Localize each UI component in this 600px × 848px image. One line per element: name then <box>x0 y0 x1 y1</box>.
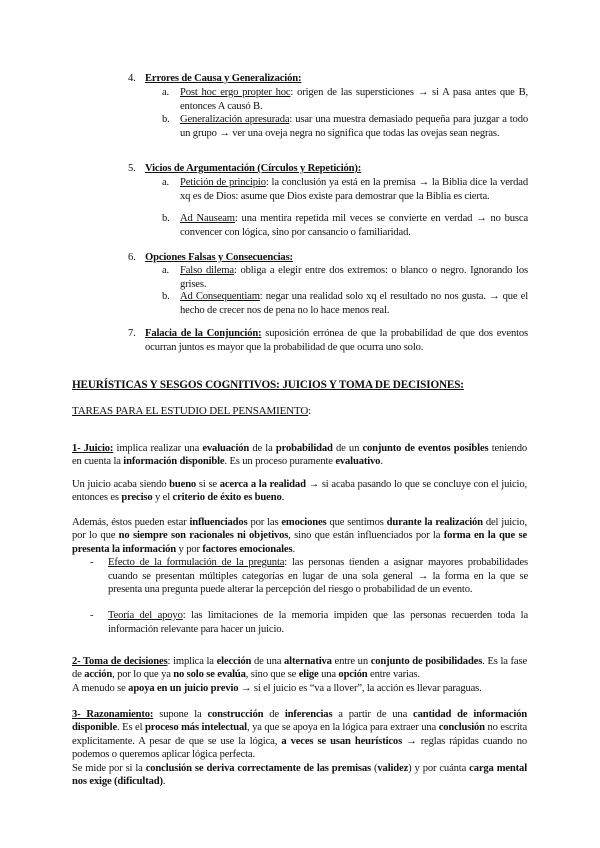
fallacy-title: Opciones Falsas y Consecuencias: <box>145 252 293 263</box>
item-text: : origen de las supersticiones → si A pasa antes que B, entonces A causó B. <box>180 87 528 112</box>
bullet-dash: - <box>90 557 94 568</box>
razonamiento-label: 3- Razonamiento: <box>72 708 154 720</box>
bold-run: evaluación <box>202 442 250 454</box>
item-term: Post hoc ergo propter hoc <box>180 87 291 98</box>
bold-run: validez <box>377 762 409 774</box>
text-run: y el <box>152 492 173 504</box>
bold-run: emociones <box>281 516 327 528</box>
bold-run: bueno <box>169 478 197 490</box>
bold-run: opción <box>338 669 368 681</box>
item-text: : la conclusión ya está en la premisa → la Biblia dice la verdad xq es de Dios: asume que Dios existe para demostrar que la Biblia es cierta. <box>180 177 528 202</box>
text-run: una <box>318 669 339 681</box>
text-run: . <box>292 543 295 555</box>
text-run: . <box>162 776 166 788</box>
text-run: Se mide por si la <box>72 762 146 774</box>
text-run: supone la <box>153 708 208 720</box>
item-letter: a. <box>162 87 170 98</box>
bold-run: no siempre son racionales ni objetivos <box>118 530 289 542</box>
bold-run: forma en la que se presenta la información <box>72 530 527 555</box>
bullet-term: Teoría del apoyo <box>108 610 183 621</box>
subtitle-text: TAREAS PARA EL ESTUDIO DEL PENSAMIENTO <box>72 405 309 417</box>
bold-run: carga mental nos exige (dificultad) <box>72 762 527 788</box>
bullet-text: : las personas tienden a asignar mayores probabilidades cuando se presentan múltiples categorías en lugar de una sola general → la forma en la que se presenta una pregunta puede alterar la percepción del riesgo o probabilidad de un evento. <box>108 557 528 596</box>
text-run: → si acaba pasando lo que se concluye con el juicio, entonces es <box>72 478 527 504</box>
bullet-term: Efecto de la formulación de la pregunta <box>108 557 285 568</box>
item-term: Ad Nauseam <box>180 213 235 224</box>
text-run: . Es un proceso puramente <box>224 456 336 468</box>
text-run: , por lo que ya <box>112 669 174 681</box>
razonamiento-paragraph <box>72 708 527 762</box>
text-run: teniendo en cuenta la <box>72 442 527 468</box>
decisiones-paragraph <box>72 655 527 682</box>
bold-run: factores emocionales <box>202 543 293 555</box>
bold-run: elección <box>216 655 252 667</box>
fallacy-title: Errores de Causa y Generalización: <box>145 73 302 84</box>
text-run: : implica la <box>167 655 217 667</box>
text-run: → si el juicio es “va a llover”, la acción es llevar paraguas. <box>238 682 482 694</box>
decisiones-label: 2- Toma de decisiones <box>72 655 168 667</box>
section-subtitle <box>72 405 527 419</box>
bold-run: acción <box>84 669 113 681</box>
fallacy-number: 4. <box>128 73 136 84</box>
fallacy-text: suposición errónea de que la probabilidad de que dos eventos ocurran juntos es mayor que la probabilidad de que ocurra uno solo. <box>145 328 529 353</box>
text-run: . <box>380 456 383 468</box>
bold-run: conclusión se deriva correctamente de las premisas <box>145 762 372 774</box>
text-run: no escrita explícitamente. A pesar de que se use la lógica, <box>72 722 528 747</box>
text-run: A menudo se <box>72 682 129 694</box>
bold-run: durante la realización <box>386 516 483 528</box>
text-run: de un <box>332 442 363 454</box>
text-run: implica realizar una <box>113 442 203 454</box>
bold-run: a veces se usan heurísticos <box>281 735 403 747</box>
fallacy-title: Vicios de Argumentación (Círculos y Repetición): <box>145 163 362 174</box>
text-run: y por <box>176 543 203 555</box>
bold-run: criterio de éxito es bueno <box>172 492 282 504</box>
text-run: de una <box>251 655 285 667</box>
item-term: Ad Consequentiam <box>180 291 260 302</box>
bold-run: proceso más intelectual <box>145 722 247 734</box>
text-run: Además, éstos pueden estar <box>72 516 190 528</box>
razonamiento-paragraph-2 <box>72 762 527 789</box>
text-run: . Es la fase de <box>72 655 527 681</box>
text-run: por las <box>247 516 282 528</box>
bold-run: evaluativo <box>335 456 381 468</box>
bold-run: cantidad de información disponible <box>72 708 527 734</box>
bullet-dash: - <box>90 610 94 621</box>
bold-run: construcción <box>207 708 264 720</box>
text-run: , sino que se <box>245 669 299 681</box>
juicio-paragraph <box>72 442 527 469</box>
bold-run: influenciados <box>189 516 248 528</box>
bold-run: probabilidad <box>275 442 333 454</box>
text-run: que sentimos <box>326 516 387 528</box>
text-run: Un juicio acaba siendo <box>72 478 170 490</box>
bold-run: conclusión <box>438 722 485 734</box>
item-letter: b. <box>162 114 170 125</box>
item-term: Generalización apresurada <box>180 114 290 125</box>
item-term: Falso dilema <box>180 265 234 276</box>
item-text: : usar una muestra demasiado pequeña para juzgar a todo un grupo → ver una oveja negra no significa que todas las ovejas sean negras. <box>180 114 529 139</box>
text-run: entre un <box>331 655 371 667</box>
bold-run: conjunto de posibilidades <box>370 655 483 667</box>
juicio-paragraph-3 <box>72 516 527 557</box>
item-term: Petición de principio <box>180 177 266 188</box>
bold-run: conjunto de eventos posibles <box>362 442 489 454</box>
text-run: . <box>281 492 285 504</box>
item-letter: b. <box>162 291 170 302</box>
text-run: a partir de una <box>332 708 414 720</box>
fallacy-number: 5. <box>128 163 136 174</box>
bold-run: no solo se evalúa <box>173 669 246 681</box>
item-letter: a. <box>162 177 170 188</box>
text-run: ( <box>371 762 378 774</box>
fallacy-number: 7. <box>128 328 136 339</box>
text-run: , sino que están influenciados por la <box>288 530 444 542</box>
text-run: ) y por cuánta <box>408 762 470 774</box>
bold-run: alternativa <box>284 655 332 667</box>
text-run: de <box>263 708 285 720</box>
bold-run: elige <box>298 669 319 681</box>
bullet-text: : las limitaciones de la memoria impiden que las personas recuerden toda la información relevante para hacer un juicio. <box>108 610 528 635</box>
subtitle-colon: : <box>308 405 312 417</box>
section-title: HEURÍSTICAS Y SESGOS COGNITIVOS: JUICIOS Y TOMA DE DECISIONES: <box>72 379 464 391</box>
text-run: → reglas rápidas cuando no podemos o queremos aplicar lógica perfecta. <box>72 735 527 761</box>
bold-run: apoya en un juicio previo <box>128 682 239 694</box>
item-letter: a. <box>162 265 170 276</box>
item-text: : negar una realidad solo xq el resultado no nos gusta. → que el hecho de crecer nos de pena no lo hace menos real. <box>180 291 528 316</box>
text-run: del juicio, por lo que <box>72 516 527 542</box>
bold-run: acerca a la realidad <box>219 478 306 490</box>
bold-run: inferencias <box>284 708 333 720</box>
fallacy-title: Falacia de la Conjunción: <box>145 328 262 339</box>
text-run: , ya que se apoya en la lógica para extraer una <box>246 722 439 734</box>
item-letter: b. <box>162 213 170 224</box>
item-text: : una mentira repetida mil veces se convierte en verdad → no busca convencer con lógica, sino por cansancio o familiaridad. <box>180 213 528 238</box>
bold-run: información disponible <box>123 456 225 468</box>
fallacy-number: 6. <box>128 252 136 263</box>
text-run: si se <box>196 478 220 490</box>
text-run: . Es el <box>117 722 146 734</box>
bold-run: preciso <box>121 492 153 504</box>
juicio-label: 1- Juicio: <box>72 442 114 454</box>
text-run: entre varias. <box>367 669 420 681</box>
decisiones-paragraph-2 <box>72 682 527 696</box>
item-text: : obliga a elegir entre dos extremos: o blanco o negro. Ignorando los grises. <box>180 265 528 290</box>
juicio-paragraph-2 <box>72 478 527 505</box>
text-run: de la <box>249 442 276 454</box>
